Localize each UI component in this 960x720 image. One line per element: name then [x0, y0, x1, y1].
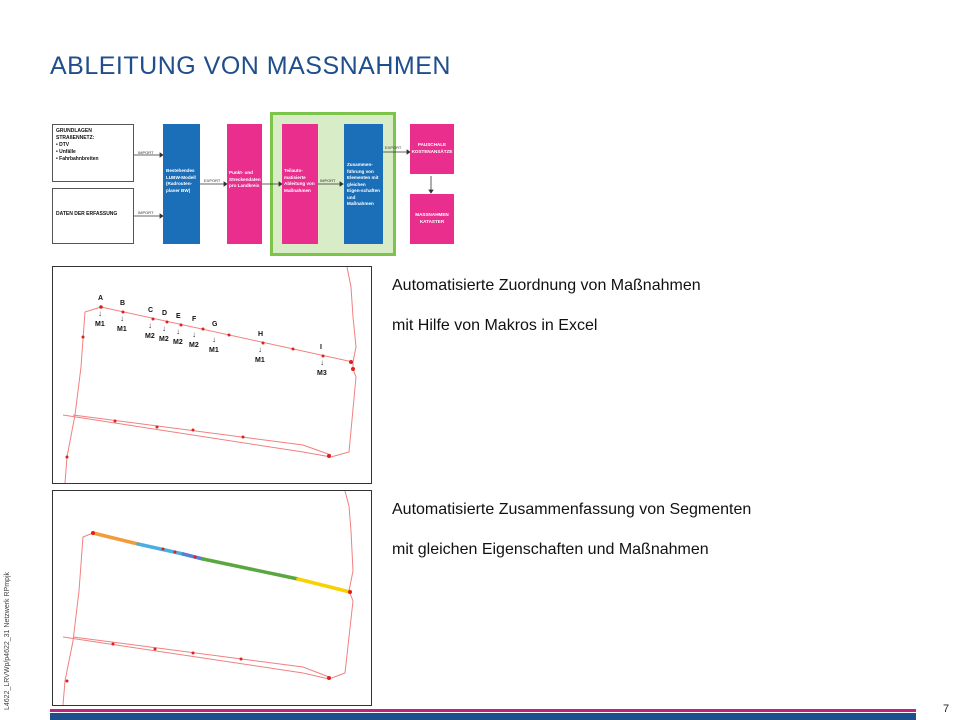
- footer-accent-bar: [50, 709, 916, 712]
- measure-label: M2: [145, 333, 155, 340]
- arrow-down-icon: ↓: [176, 327, 180, 336]
- process-flowchart: [50, 112, 460, 257]
- arrow-down-icon: ↓: [120, 314, 124, 323]
- pink-box-cost: PAUSCHALE KOSTENANSÄTZE: [410, 124, 454, 174]
- point-label: E: [176, 313, 181, 320]
- input-item: • Fahrbahnbreiten: [56, 156, 99, 162]
- arrow-export-label: EXPORT: [385, 145, 402, 150]
- arrow-down-icon: ↓: [162, 324, 166, 333]
- point-label: D: [162, 310, 168, 317]
- arrow-export-label: EXPORT: [204, 178, 221, 183]
- pink-box-derivation: Teilauto-matisierte Ableitung von Maßnahmen: [282, 124, 318, 244]
- merged-segments-map: [53, 491, 371, 705]
- caption-2-line-2: mit gleichen Eigenschaften und Maßnahmen: [392, 541, 709, 558]
- colored-segments: [93, 533, 350, 592]
- arrow-down-icon: ↓: [192, 330, 196, 339]
- point-label: C: [148, 307, 154, 314]
- road-markers: [66, 305, 356, 458]
- measure-label: M2: [173, 339, 183, 346]
- point-label: B: [120, 300, 126, 307]
- measure-label: M2: [189, 342, 199, 349]
- point-label: A: [98, 295, 104, 302]
- blue-box-lubw-model: Bestehendes LUBW-Modell (Radrouten-planer BW): [163, 124, 200, 244]
- side-file-label: L4622_LRVWp/p4622_31 Netzwerk RPmpjk: [4, 571, 11, 710]
- measure-label: M1: [255, 357, 265, 364]
- point-label: H: [258, 331, 264, 338]
- map-measure-assignment: [52, 266, 372, 484]
- pink-box-cadastre: MASSNAHMEN KATASTER: [410, 194, 454, 244]
- input-item: • DTV: [56, 142, 70, 148]
- blue-box-merge: Zusammen-führung von Elementen mit gleichen Eigen-schaften und Maßnahmen: [344, 124, 383, 244]
- arrow-import-label: IMPORT: [138, 210, 154, 215]
- point-label: G: [212, 321, 218, 328]
- arrow-down-icon: ↓: [320, 358, 324, 367]
- measure-label: M1: [95, 321, 105, 328]
- input-survey-label: DATEN DER ERFASSUNG: [56, 211, 118, 217]
- measure-label: M3: [317, 370, 327, 377]
- point-label: I: [320, 344, 322, 351]
- point-label: F: [192, 316, 197, 323]
- arrow-import-label: IMPORT: [138, 150, 154, 155]
- measure-label: M2: [159, 336, 169, 343]
- arrow-import-label: IMPORT: [320, 178, 336, 183]
- caption-1-line-2: mit Hilfe von Makros in Excel: [392, 317, 598, 334]
- page-number: 7: [943, 703, 950, 715]
- measure-label: M1: [117, 326, 127, 333]
- footer-bar: [50, 713, 916, 720]
- arrow-down-icon: ↓: [258, 345, 262, 354]
- arrow-down-icon: ↓: [148, 321, 152, 330]
- map-segment-merge: [52, 490, 372, 706]
- measure-label: M1: [209, 347, 219, 354]
- input-item: • Unfälle: [56, 149, 76, 155]
- caption-1-line-1: Automatisierte Zuordnung von Maßnahmen: [392, 277, 701, 294]
- page-title: ABLEITUNG VON MASSNAHMEN: [50, 52, 451, 80]
- arrow-down-icon: ↓: [212, 335, 216, 344]
- pink-box-point-data: Punkt- und Streckendaten pro Landkreis: [227, 124, 262, 244]
- caption-2-line-1: Automatisierte Zusammenfassung von Segmenten: [392, 501, 752, 518]
- input-network-title: GRUNDLAGEN STRAßENNETZ:: [56, 128, 95, 141]
- arrow-down-icon: ↓: [98, 309, 102, 318]
